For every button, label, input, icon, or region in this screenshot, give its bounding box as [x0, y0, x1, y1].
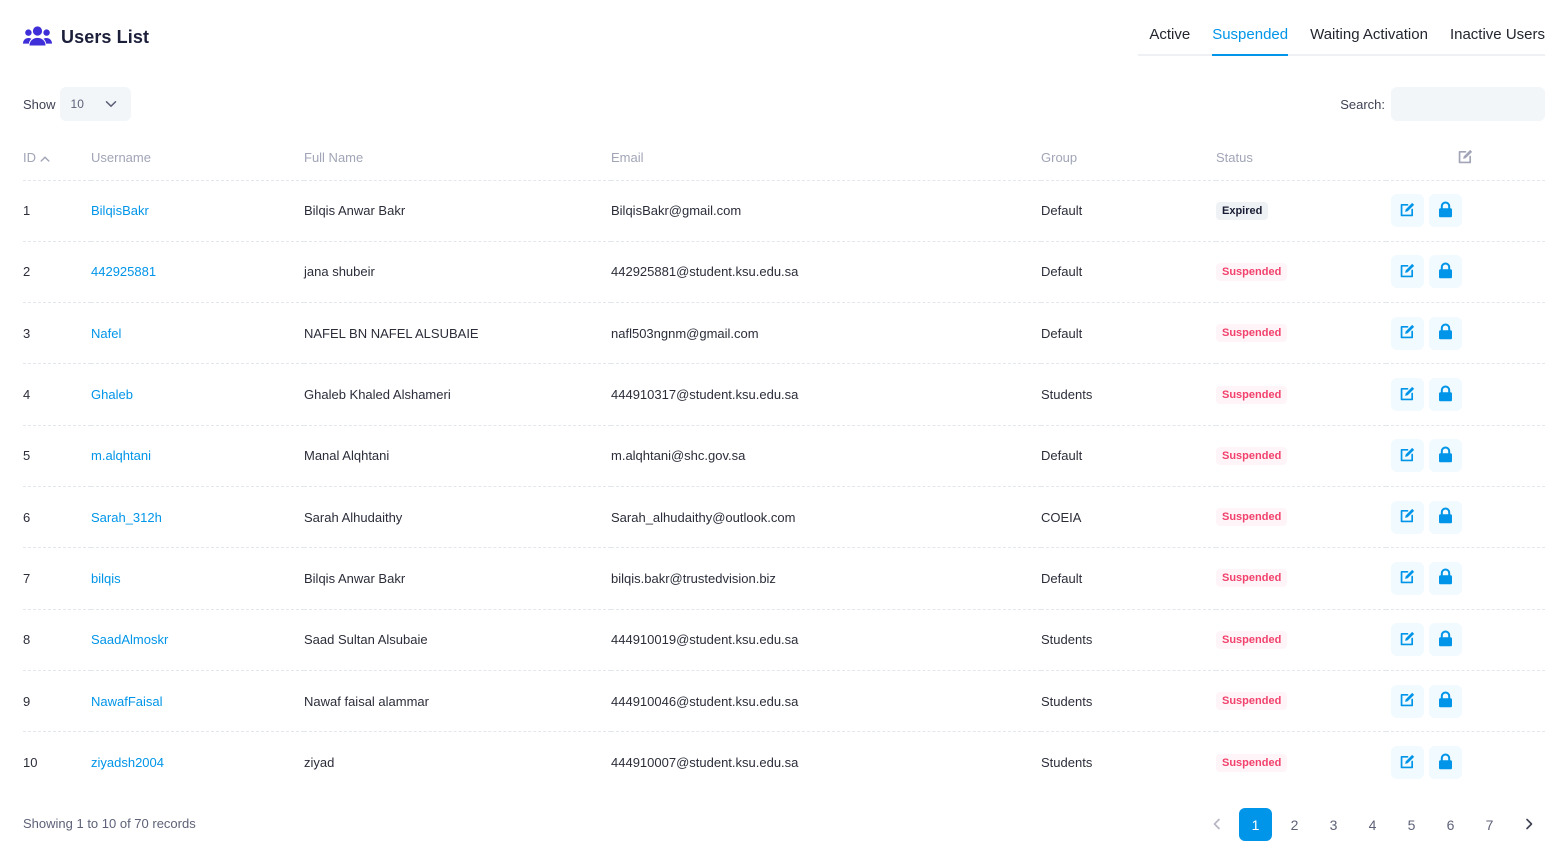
lock-user-button[interactable]: [1429, 685, 1462, 718]
column-header-status[interactable]: Status: [1216, 136, 1386, 180]
edit-icon: [1399, 507, 1416, 527]
lock-icon: [1438, 262, 1453, 282]
table-row: [23, 609, 1545, 670]
lock-user-button[interactable]: [1429, 623, 1462, 656]
edit-user-button[interactable]: [1391, 317, 1424, 350]
cell-full-name: jana shubeir: [304, 241, 611, 302]
search-input[interactable]: [1391, 87, 1545, 121]
edit-user-button[interactable]: [1391, 194, 1424, 227]
table-row: [23, 486, 1545, 547]
table-row: [23, 732, 1545, 793]
cell-full-name: Nawaf faisal alammar: [304, 670, 611, 731]
cell-id: 7: [23, 548, 91, 609]
page-button-3[interactable]: 3: [1329, 816, 1338, 833]
username-link[interactable]: ziyadsh2004: [91, 755, 164, 771]
lock-user-button[interactable]: [1429, 501, 1462, 534]
cell-group: Students: [1041, 609, 1216, 670]
status-tabs: [1138, 20, 1545, 56]
cell-email: nafl503ngnm@gmail.com: [611, 303, 1041, 364]
edit-icon: [1399, 323, 1416, 343]
search-control: [1340, 87, 1545, 121]
page-button-1[interactable]: 1: [1239, 808, 1272, 841]
edit-columns-icon[interactable]: [1457, 153, 1474, 168]
column-header-full-name[interactable]: Full Name: [304, 136, 611, 180]
edit-user-button[interactable]: [1391, 746, 1424, 779]
cell-group: Default: [1041, 180, 1216, 241]
cell-id: 5: [23, 425, 91, 486]
edit-user-button[interactable]: [1391, 501, 1424, 534]
next-page-button[interactable]: [1512, 808, 1545, 841]
page-button-2[interactable]: 2: [1290, 816, 1299, 833]
cell-email: bilqis.bakr@trustedvision.biz: [611, 548, 1041, 609]
edit-user-button[interactable]: [1391, 623, 1424, 656]
cell-group: Students: [1041, 755, 1093, 771]
cell-email: Sarah_alhudaithy@outlook.com: [611, 486, 1041, 547]
cell-email: 444910019@student.ksu.edu.sa: [611, 609, 1041, 670]
lock-user-button[interactable]: [1429, 439, 1462, 472]
edit-icon: [1399, 201, 1416, 221]
table-header-row: [23, 136, 1545, 180]
table-row: [23, 548, 1545, 609]
table-row: [23, 303, 1545, 364]
lock-user-button[interactable]: [1429, 562, 1462, 595]
cell-id: 10: [23, 755, 38, 771]
tab-active[interactable]: Active: [1149, 26, 1191, 43]
status-badge: Suspended: [1216, 631, 1287, 649]
status-badge: Suspended: [1216, 508, 1287, 526]
cell-id: 2: [23, 241, 91, 302]
page-header: [23, 22, 149, 52]
chevron-left-icon: [1212, 817, 1222, 833]
table-row: [23, 670, 1545, 731]
page-button-6[interactable]: 6: [1446, 816, 1455, 833]
cell-group: Students: [1041, 670, 1216, 731]
status-badge: Suspended: [1216, 386, 1287, 404]
records-info: Showing 1 to 10 of 70 records: [23, 816, 196, 831]
tab-inactive-users[interactable]: Inactive Users: [1449, 26, 1545, 43]
edit-icon: [1399, 385, 1416, 405]
status-badge: Suspended: [1216, 569, 1287, 587]
cell-id: 9: [23, 670, 91, 731]
page-size-value: 10: [70, 97, 84, 111]
cell-id: 8: [23, 609, 91, 670]
edit-user-button[interactable]: [1391, 255, 1424, 288]
status-badge: Expired: [1216, 202, 1268, 220]
status-badge: Suspended: [1216, 692, 1287, 710]
tab-waiting-activation[interactable]: Waiting Activation: [1310, 26, 1428, 43]
page-title: Users List: [61, 26, 150, 47]
edit-user-button[interactable]: [1391, 685, 1424, 718]
cell-full-name: NAFEL BN NAFEL ALSUBAIE: [304, 303, 611, 364]
username-link[interactable]: Nafel: [91, 325, 122, 341]
cell-full-name: Bilqis Anwar Bakr: [304, 180, 611, 241]
cell-id: 4: [23, 364, 91, 425]
page-size-select[interactable]: [60, 87, 131, 121]
edit-icon: [1399, 262, 1416, 282]
chevron-right-icon: [1524, 817, 1534, 833]
lock-user-button[interactable]: [1429, 194, 1462, 227]
column-header-actions: [1386, 136, 1545, 180]
page-button-5[interactable]: 5: [1407, 816, 1416, 833]
cell-id: 1: [23, 180, 91, 241]
cell-group: COEIA: [1041, 486, 1216, 547]
lock-user-button[interactable]: [1429, 746, 1462, 779]
chevron-down-icon: [105, 98, 117, 113]
page-size-control: [23, 87, 131, 121]
edit-user-button[interactable]: [1391, 439, 1424, 472]
username-link[interactable]: m.alqhtani: [91, 448, 151, 464]
page-button-7[interactable]: 7: [1485, 816, 1494, 833]
show-label: Show: [23, 96, 56, 112]
column-header-group[interactable]: Group: [1041, 136, 1216, 180]
cell-group: Default: [1041, 425, 1216, 486]
status-badge: Suspended: [1216, 263, 1287, 281]
edit-icon: [1399, 753, 1416, 773]
cell-full-name: ziyad: [304, 755, 335, 771]
cell-full-name: Ghaleb Khaled Alshameri: [304, 364, 611, 425]
edit-user-button[interactable]: [1391, 378, 1424, 411]
cell-id: 3: [23, 303, 91, 364]
cell-full-name: Saad Sultan Alsubaie: [304, 609, 611, 670]
cell-email: m.alqhtani@shc.gov.sa: [611, 425, 1041, 486]
cell-full-name: Manal Alqhtani: [304, 425, 611, 486]
lock-icon: [1438, 507, 1453, 527]
edit-icon: [1399, 568, 1416, 588]
username-link[interactable]: BilqisBakr: [91, 203, 149, 219]
edit-icon: [1399, 630, 1416, 650]
cell-group: Default: [1041, 303, 1216, 364]
table-row: [23, 364, 1545, 425]
users-icon: [23, 25, 52, 49]
cell-group: Default: [1041, 241, 1216, 302]
cell-full-name: Bilqis Anwar Bakr: [304, 548, 611, 609]
status-badge: Suspended: [1216, 324, 1287, 342]
search-label: Search:: [1340, 96, 1385, 112]
sort-ascending-icon: [40, 151, 50, 166]
username-link[interactable]: Ghaleb: [91, 387, 133, 403]
lock-icon: [1438, 385, 1453, 405]
username-link[interactable]: bilqis: [91, 570, 121, 586]
cell-email: 444910046@student.ksu.edu.sa: [611, 670, 1041, 731]
tab-suspended[interactable]: Suspended: [1212, 20, 1288, 56]
cell-email: 442925881@student.ksu.edu.sa: [611, 241, 1041, 302]
lock-icon: [1438, 446, 1453, 466]
edit-icon: [1399, 446, 1416, 466]
lock-user-button[interactable]: [1429, 317, 1462, 350]
lock-user-button[interactable]: [1429, 255, 1462, 288]
edit-icon: [1399, 691, 1416, 711]
lock-icon: [1438, 753, 1453, 773]
cell-email: BilqisBakr@gmail.com: [611, 180, 1041, 241]
cell-id: 6: [23, 486, 91, 547]
lock-icon: [1438, 691, 1453, 711]
page-button-4[interactable]: 4: [1368, 816, 1377, 833]
cell-group: Default: [1041, 548, 1216, 609]
status-badge: Suspended: [1216, 447, 1287, 465]
username-link[interactable]: SaadAlmoskr: [91, 632, 169, 648]
lock-icon: [1438, 568, 1453, 588]
lock-icon: [1438, 201, 1453, 221]
users-table: [23, 136, 1545, 793]
username-link[interactable]: Sarah_312h: [91, 509, 162, 525]
cell-email: 444910007@student.ksu.edu.sa: [611, 755, 799, 771]
username-link[interactable]: NawafFaisal: [91, 693, 163, 709]
lock-icon: [1438, 630, 1453, 650]
column-header-email[interactable]: Email: [611, 136, 1041, 180]
status-badge: Suspended: [1216, 754, 1287, 772]
pagination: [1194, 808, 1545, 841]
previous-page-button[interactable]: [1200, 808, 1233, 841]
lock-icon: [1438, 323, 1453, 343]
username-link[interactable]: 442925881: [91, 264, 157, 280]
edit-user-button[interactable]: [1391, 562, 1424, 595]
table-row: [23, 425, 1545, 486]
cell-email: 444910317@student.ksu.edu.sa: [611, 364, 1041, 425]
cell-full-name: Sarah Alhudaithy: [304, 486, 611, 547]
column-header-username[interactable]: Username: [91, 136, 304, 180]
lock-user-button[interactable]: [1429, 378, 1462, 411]
column-header-id[interactable]: ID: [23, 136, 91, 180]
table-row: [23, 180, 1545, 241]
cell-group: Students: [1041, 364, 1216, 425]
table-row: [23, 241, 1545, 302]
